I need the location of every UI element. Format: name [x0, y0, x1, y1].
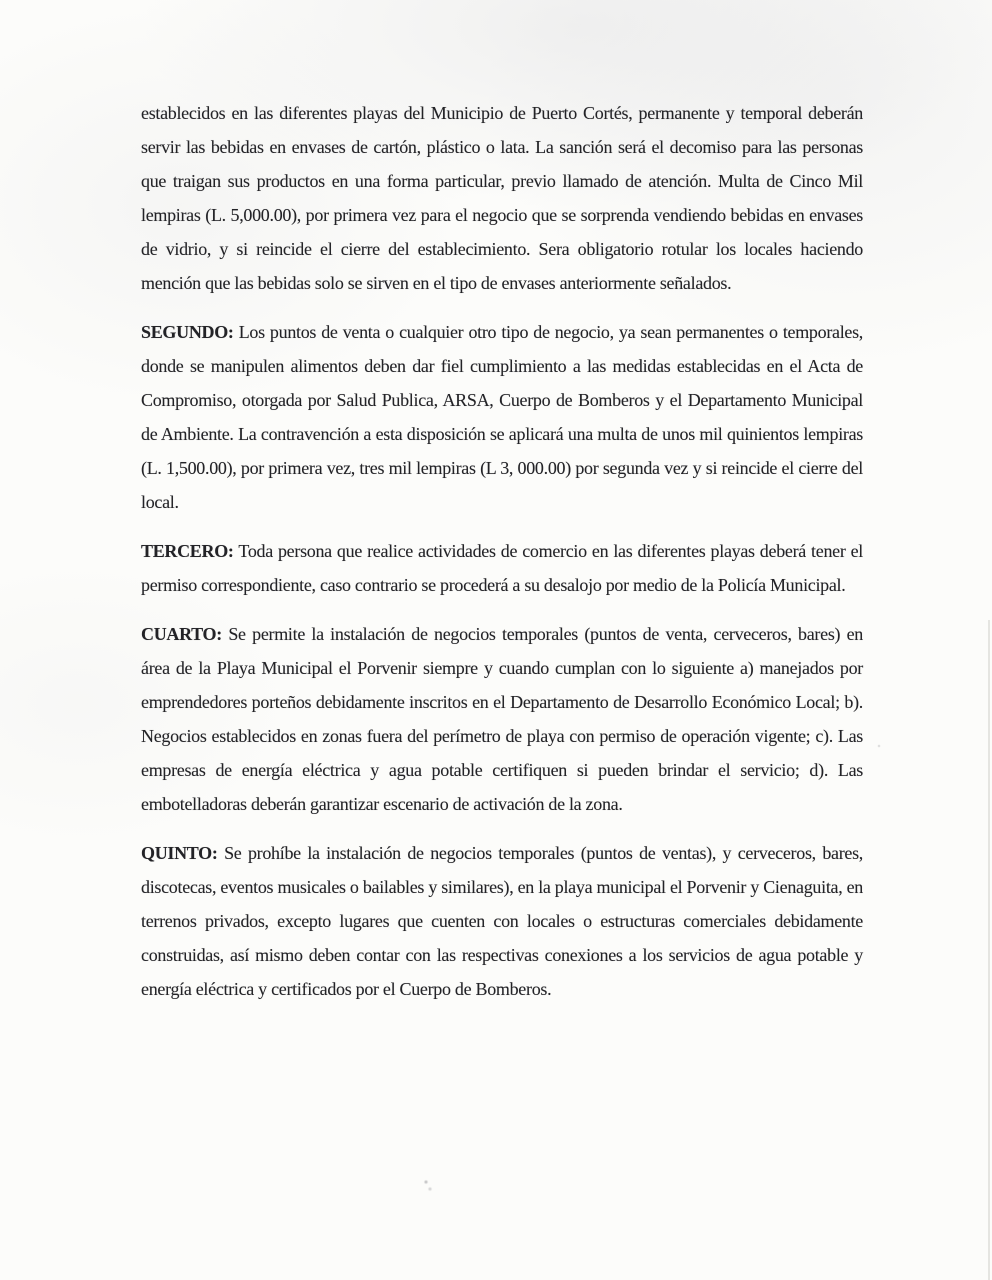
paragraph-segundo [141, 315, 863, 519]
section-heading-segundo: SEGUNDO: [141, 322, 234, 342]
paragraph-text: Toda persona que realice actividades de comercio en las diferentes playas deberá tener el permiso correspondiente, caso contrario se procederá a su desalojo por medio de la Policía Municipal. [141, 541, 863, 595]
paragraph-tercero [141, 534, 863, 602]
paragraph-text: Se permite la instalación de negocios temporales (puntos de venta, cerveceros, bares) en área de la Playa Municipal el Porvenir siempre y cuando cumplan con lo siguiente a) manejados por emprendedores porteños debidamente inscritos en el Departamento de Desarrollo Económico Local; b). Negocios establecidos en zonas fuera del perímetro de playa con permiso de operación vigente; c). Las empresas de energía eléctrica y agua potable certifiquen si pueden brindar el servicio; d). Las embotelladoras deberán garantizar escenario de activación de la zona. [141, 624, 863, 814]
paragraph-cuarto [141, 617, 863, 821]
paragraph-quinto [141, 836, 863, 1006]
paragraph-text: Los puntos de venta o cualquier otro tipo de negocio, ya sean permanentes o temporales, donde se manipulen alimentos deben dar fiel cumplimiento a las medidas establecidas en el Acta de Compromiso, otorgada por Salud Publica, ARSA, Cuerpo de Bomberos y el Departamento Municipal de Ambiente. La contravención a esta disposición se aplicará una multa de unos mil quinientos lempiras (L. 1,500.00), por primera vez, tres mil lempiras (L 3, 000.00) por segunda vez y si reincide el cierre del local. [141, 322, 863, 512]
section-heading-cuarto: CUARTO: [141, 624, 222, 644]
document-text-block [141, 96, 863, 1021]
section-heading-tercero: TERCERO: [141, 541, 234, 561]
scan-edge-line-artifact [988, 620, 990, 1280]
section-heading-quinto: QUINTO: [141, 843, 218, 863]
scan-speck-artifact [876, 744, 882, 749]
paragraph-text: Se prohíbe la instalación de negocios temporales (puntos de ventas), y cerveceros, bares, discotecas, eventos musicales o bailables y similares), en la playa municipal el Porvenir y Cienaguita, en terrenos privados, excepto lugares que cuenten con locales o estructuras comerciales debidamente construidas, así mismo deben contar con las respectivas conexiones a los servicios de agua potable y energía eléctrica y certificados por el Cuerpo de Bomberos. [141, 843, 863, 999]
paragraph-text: establecidos en las diferentes playas del Municipio de Puerto Cortés, permanente y temporal deberán servir las bebidas en envases de cartón, plástico o lata. La sanción será el decomiso para las personas que traigan sus productos en una forma particular, previo llamado de atención. Multa de Cinco Mil lempiras (L. 5,000.00), por primera vez para el negocio que se sorprenda vendiendo bebidas en envases de vidrio, y si reincide el cierre del establecimiento. Sera obligatorio rotular los locales haciendo mención que las bebidas solo se sirven en el tipo de envases anteriormente señalados. [141, 103, 863, 293]
paragraph-continuation [141, 96, 863, 300]
scan-smudge-artifact [420, 1178, 436, 1194]
